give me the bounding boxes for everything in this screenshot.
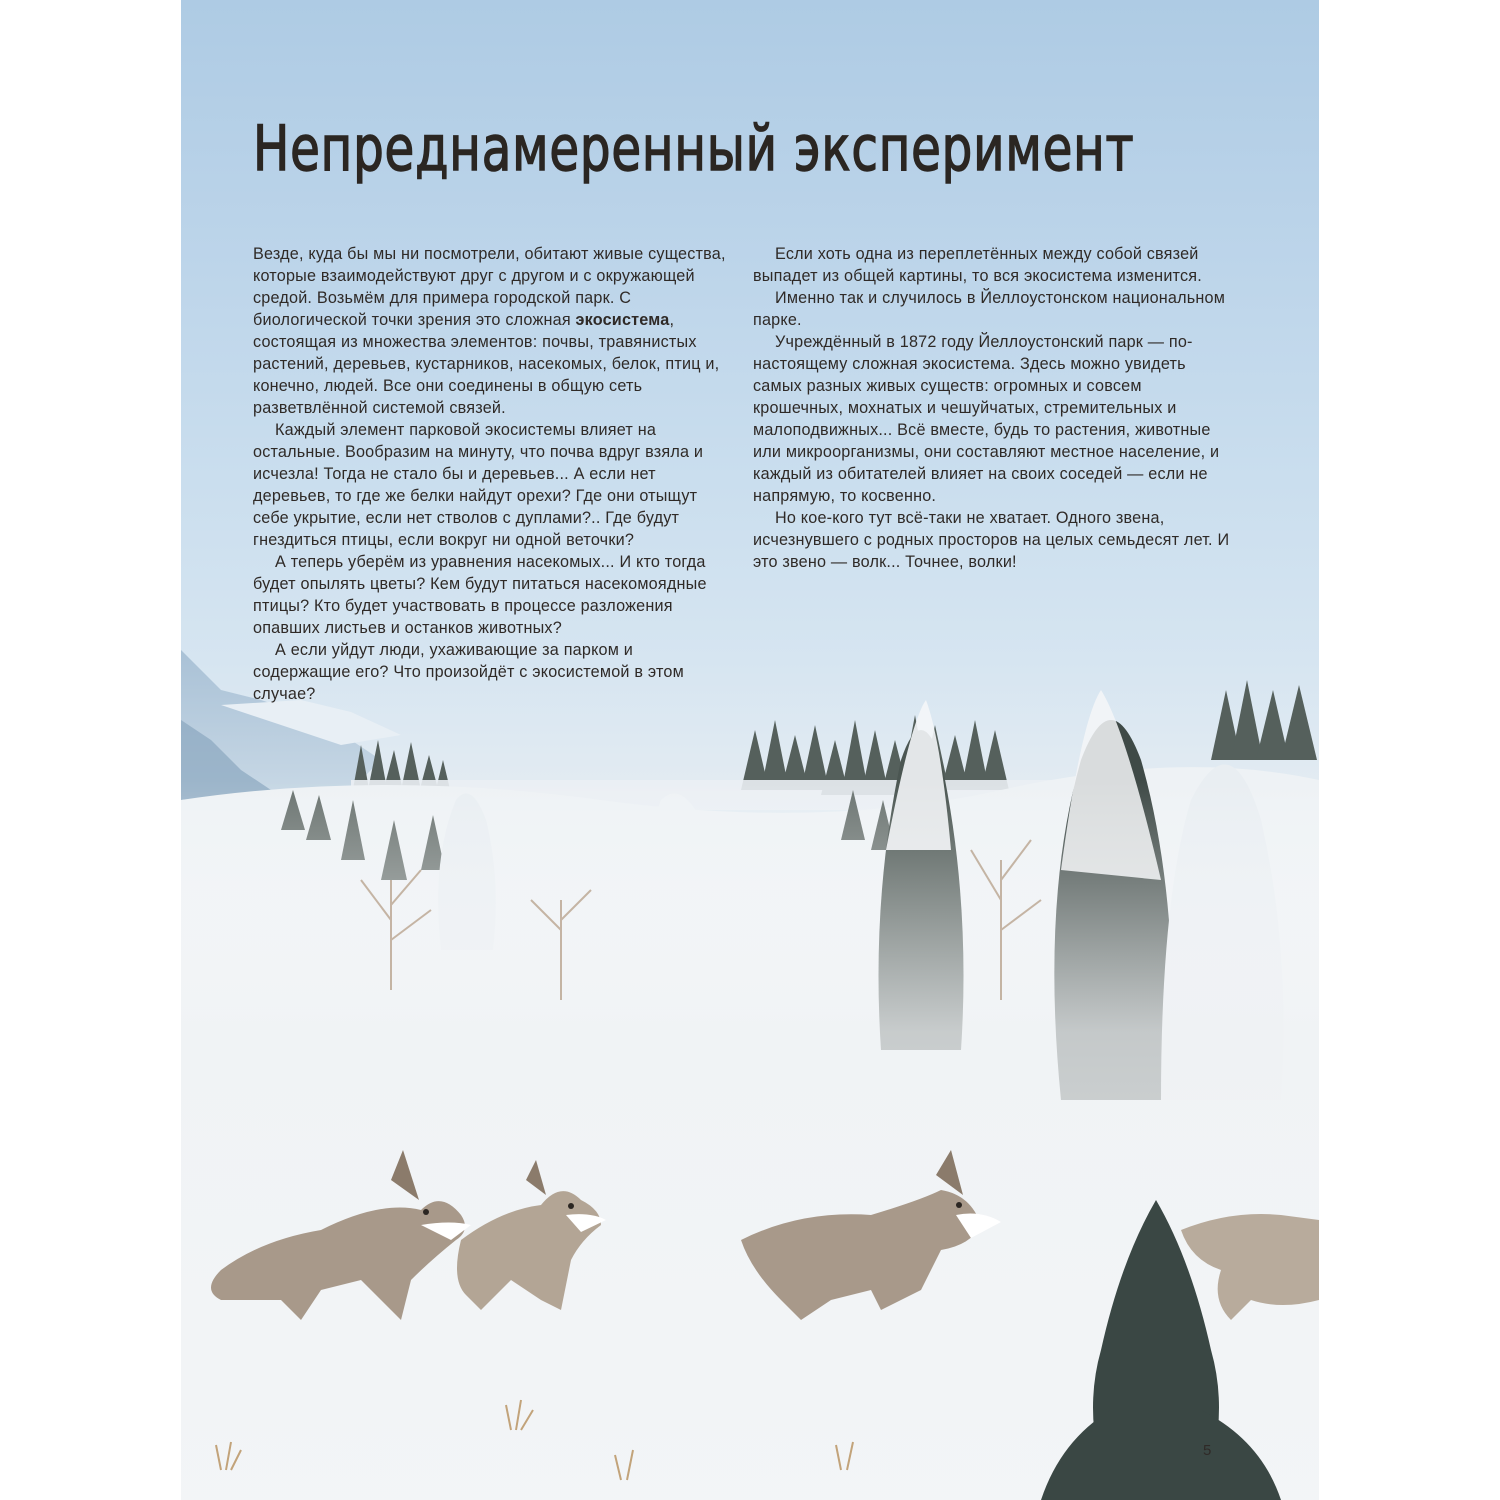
page-number: 5	[1203, 1442, 1212, 1459]
paragraph-insects: А теперь уберём из уравнения насекомых... И кто тогда будет опылять цветы? Кем будут питаться насекомоядные птицы? Кто будет участвовать в процессе разложения опавших листьев и останков животных?	[253, 553, 707, 637]
paragraph-links: Если хоть одна из переплетённых между собой связей выпадет из общей картины, то вся экосистема изменится.	[753, 245, 1202, 285]
text-column-right	[753, 243, 1233, 573]
text-column-left	[253, 243, 733, 705]
paragraph-yellowstone: Именно так и случилось в Йеллоустонском национальном парке.	[753, 289, 1226, 329]
paragraph-wolves: Но кое-кого тут всё-таки не хватает. Одного звена, исчезнувшего с родных просторов на целых семьдесят лет. И это звено — волк... Точнее, волки!	[753, 509, 1230, 571]
term-ecosystem: экосистема	[575, 311, 670, 329]
paragraph-soil: Каждый элемент парковой экосистемы влияет на остальные. Вообразим на минуту, что почва вдруг взяла и исчезла! Тогда не стало бы и деревьев... А если нет деревьев, то где же белки найдут орехи? Где они отыщут себе укрытие, если нет стволов с дуплами?.. Где будут гнездиться птицы, если вокруг ни одной веточки?	[253, 421, 704, 549]
page-title: Непреднамеренный эксперимент	[253, 112, 1135, 185]
paragraph-people: А если уйдут люди, ухаживающие за парком и содержащие его? Что произойдёт с экосистемой в этом случае?	[253, 641, 684, 703]
book-page	[181, 0, 1319, 1500]
paragraph-intro	[253, 243, 733, 419]
paragraph-intro-text-a: Везде, куда бы мы ни посмотрели, обитают живые существа, которые взаимодействуют друг с другом и с окружающей средой. Возьмём для примера городской парк. С биологической точки зрения это сложная	[253, 245, 726, 329]
winter-wolves-illustration	[181, 0, 1319, 1500]
paragraph-intro-text-b: , состоящая из множества элементов: почвы, травянистых растений, деревьев, кустарников, насекомых, белок, птиц и, конечно, людей. Все они соединены в общую сеть разветвлённой системой связей.	[253, 311, 720, 417]
paragraph-park-history: Учреждённый в 1872 году Йеллоустонский парк — по-настоящему сложная экосистема. Здесь можно увидеть самых разных живых существ: огромных и совсем крошечных, мохнатых и чешуйчатых, стремительных и малоподвижных... Всё вместе, будь то растения, животные или микроорганизмы, они составляют местное население, и каждый из обитателей влияет на своих соседей — если не напрямую, то косвенно.	[753, 333, 1220, 505]
